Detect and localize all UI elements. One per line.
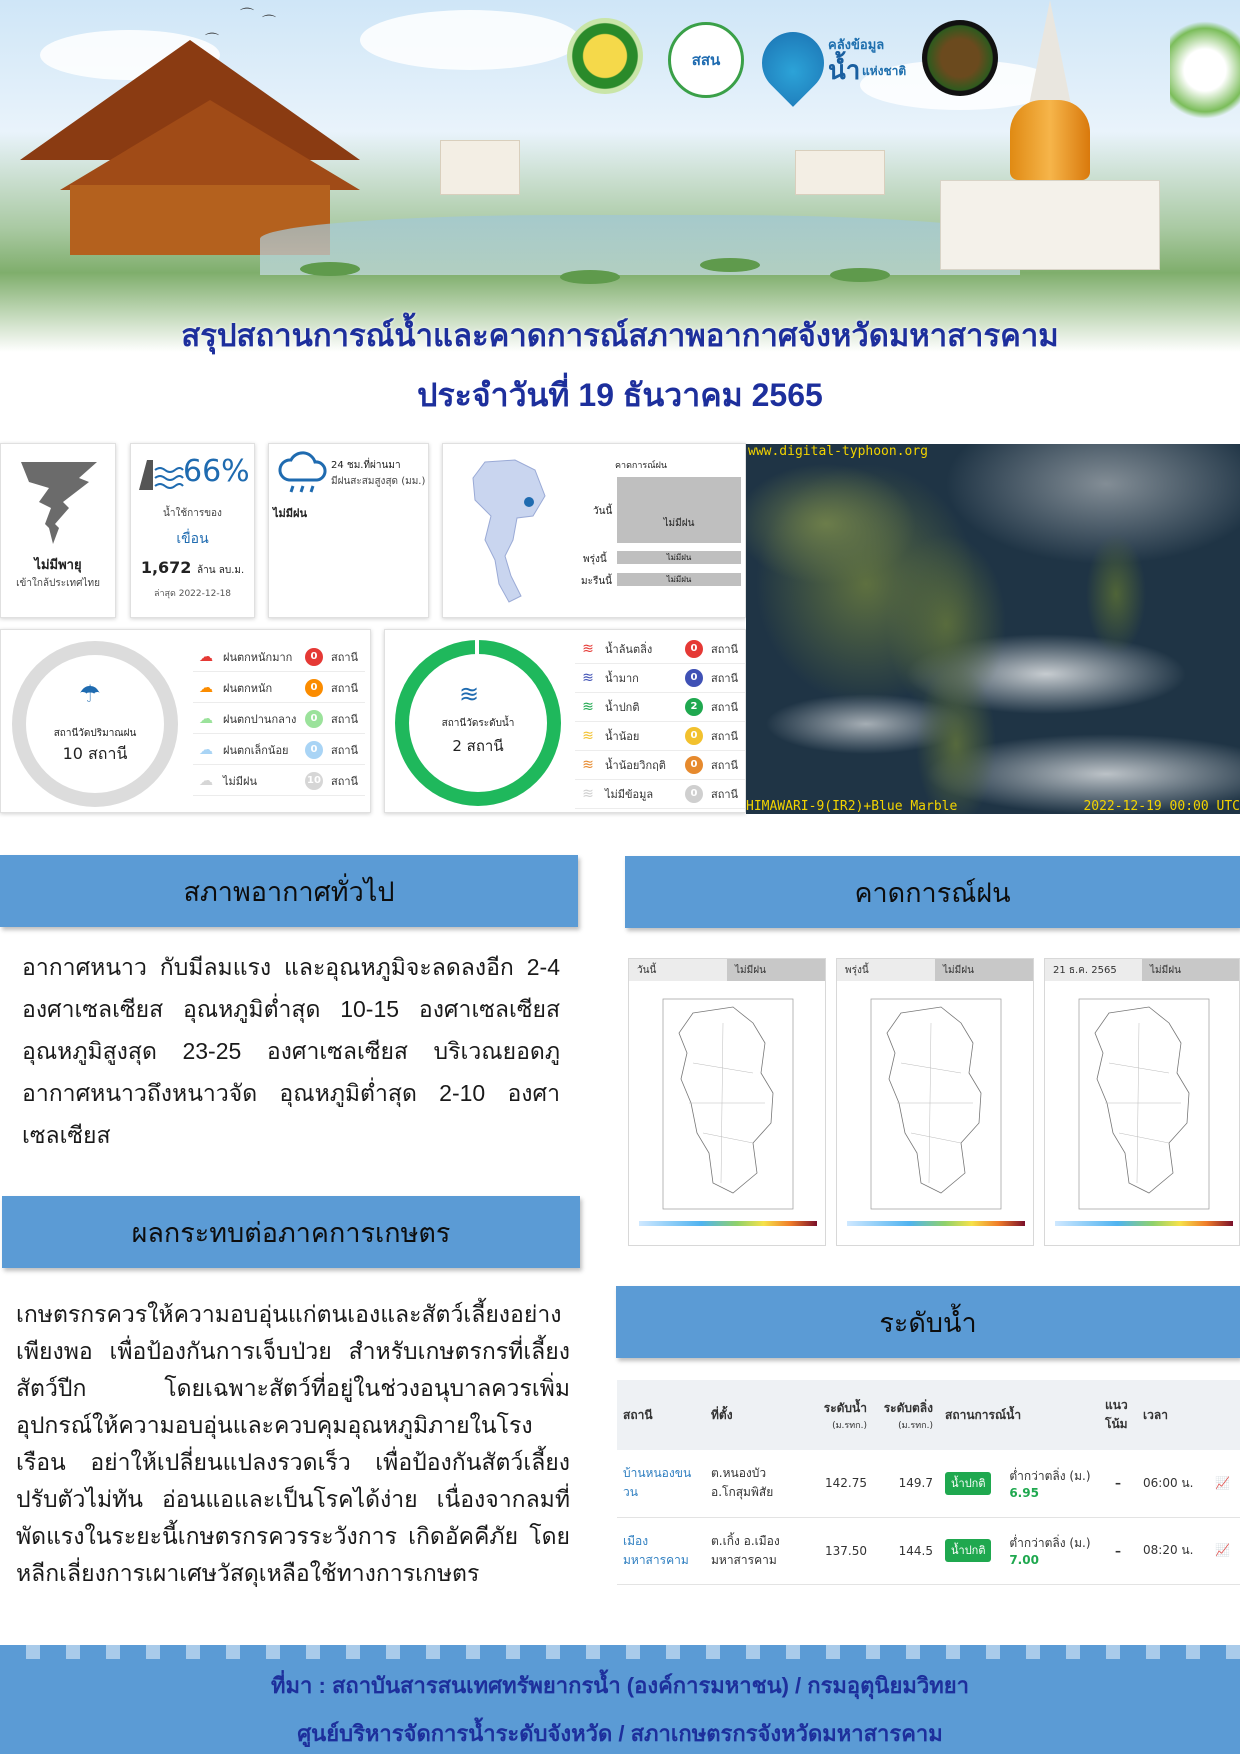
col-trend: แนวโน้ม [1099,1380,1137,1450]
diff-label: ต่ำกว่าตลิ่ง (ม.) [1009,1468,1091,1483]
legend-icon: ≋ [582,698,594,715]
thailand-map-icon [465,456,555,606]
legend-count: 2 [685,698,703,716]
legend-item [193,642,365,672]
forecast-value-today: ไม่มีฝน [617,477,741,543]
rain-24h-sub: มีฝนสะสมสูงสุด (มม.) [331,476,426,487]
chart-icon[interactable]: 📈 [1215,1475,1231,1490]
legend-item [193,704,365,734]
trend-value: – [1099,1517,1137,1584]
water-level-heading: ระดับน้ำ [616,1286,1240,1358]
temple-roof-lower [60,100,360,190]
forecast-panel-day: พรุ่งนี้ [837,959,935,981]
legend-label: น้ำน้อย [605,729,640,743]
forecast-map [633,983,823,1243]
time-value: 06:00 น. [1143,1475,1194,1490]
shrine-right [795,150,885,195]
rain-forecast-heading: คาดการณ์ฝน [625,856,1240,928]
forecast-panel-value: ไม่มีฝน [727,959,825,981]
col-status: สถานการณ์น้ำ [939,1380,1099,1450]
forecast-map-card [442,443,746,618]
satellite-source: www.digital-typhoon.org [748,444,929,459]
status-badge: น้ำปกติ [945,1472,991,1495]
forecast-day-today: วันนี้ [593,506,613,517]
water-level-icon: ≋ [459,680,480,708]
legend-unit: สถานี [711,729,739,743]
legend-label: ฝนตกหนัก [223,681,273,695]
lake [260,215,1020,275]
forecast-map [841,983,1031,1243]
col-time: เวลา [1137,1380,1240,1450]
bird-icon: ⌒ [205,33,219,49]
shrine-left [440,140,520,195]
flower-decoration [1170,10,1240,130]
water-logo-text-sub: แห่งชาติ [862,64,907,78]
legend-count: 0 [305,679,323,697]
water-logo-text-top: คลังข้อมูล [828,38,885,53]
trend-value: – [1099,1450,1137,1517]
status-badge: น้ำปกติ [945,1539,991,1562]
general-weather-heading: สภาพอากาศทั่วไป [0,855,578,927]
stupa-spire [1028,0,1072,110]
diff-label: ต่ำกว่าตลิ่ง (ม.) [1009,1536,1091,1550]
col-level: ระดับน้ำ (ม.รทก.) [805,1380,873,1450]
table-row [617,1517,1240,1584]
water-level-value: 142.75 [805,1450,873,1517]
rain-stations-count: 10 สถานี [62,744,128,763]
legend-unit: สถานี [711,700,739,714]
legend-item [193,673,365,703]
diff-value: 6.95 [1009,1485,1039,1500]
bird-icon: ⌒ [175,53,189,69]
bank-level-value: 144.5 [873,1517,939,1584]
legend-icon: ☁ [199,772,213,789]
legend-label: น้ำล้นตลิ่ง [605,642,653,656]
rain-stations-donut [9,638,181,810]
legend-count: 0 [685,785,703,803]
table-row [617,1450,1240,1517]
legend-unit: สถานี [711,787,739,801]
forecast-panel [836,958,1034,1246]
forecast-value-tomorrow: ไม่มีฝน [617,551,741,564]
legend-count: 10 [305,772,323,790]
legend-icon: ☁ [199,710,213,727]
bird-icon: ⌒ [240,8,254,24]
diff-value: 7.00 [1009,1553,1039,1567]
legend-unit: สถานี [711,642,739,656]
legend-label: ฝนตกปานกลาง [223,712,297,726]
water-stations-card [384,629,746,813]
station-link[interactable]: บ้านหนองขนวน [623,1466,692,1500]
forecast-map [1049,983,1239,1243]
forecast-title: คาดการณ์ฝน [615,461,668,471]
legend-icon: ≋ [582,785,594,802]
bird-icon: ⌒ [262,15,276,31]
forecast-panel-day: 21 ธ.ค. 2565 [1045,959,1142,981]
dam-volume-unit: ล้าน ลบ.ม. [197,565,245,576]
legend-label: น้ำน้อยวิกฤติ [605,758,666,772]
legend-item [575,750,745,780]
col-bank: ระดับตลิ่ง (ม.รทก.) [873,1380,939,1450]
legend-item [575,634,745,664]
storm-status: ไม่มีพายุ [34,558,82,573]
page-title: สรุปสถานการณ์น้ำและคาดการณ์สภาพอากาศจังหวัดมหาสารคาม [181,318,1059,353]
water-level-value: 137.50 [805,1517,873,1584]
legend-icon: ☁ [199,648,213,665]
storm-sub: เข้าใกล้ประเทศไทย [16,578,100,589]
legend-unit: สถานี [331,712,359,726]
legend-count: 0 [305,741,323,759]
legend-unit: สถานี [331,743,359,757]
chart-icon[interactable]: 📈 [1215,1543,1231,1557]
legend-count: 0 [685,669,703,687]
dam-wave-icon [137,456,185,492]
satellite-image [746,444,1240,814]
legend-label: ไม่มีข้อมูล [605,787,654,801]
tornado-icon [19,458,99,548]
forecast-day-after: มะรืนนี้ [581,576,613,587]
forecast-value-after: ไม่มีฝน [617,573,741,586]
rain-stations-card [0,629,371,813]
water-stations-label: สถานีวัดระดับน้ำ [441,718,515,729]
forecast-panel [628,958,826,1246]
legend-count: 0 [305,648,323,666]
tree-logo [922,20,998,96]
station-location: ต.หนองบัว อ.โกสุมพิสัย [705,1450,805,1517]
legend-label: น้ำมาก [605,671,639,685]
forecast-panel-value: ไม่มีฝน [1142,959,1239,981]
water-data-logo [762,22,912,102]
dam-percent: 66% [183,454,250,489]
storm-card [0,443,116,618]
legend-item [575,779,745,809]
legend-unit: สถานี [331,681,359,695]
legend-unit: สถานี [711,758,739,772]
hii-logo-text: สสน [691,51,721,69]
ministry-seal-logo [567,18,643,94]
rain-24h-label: 24 ชม.ที่ผ่านมา [331,460,401,471]
forecast-panel-value: ไม่มีฝน [935,959,1033,981]
forecast-panel [1044,958,1240,1246]
legend-unit: สถานี [331,650,359,664]
satellite-timestamp: 2022-12-19 00:00 UTC [1083,799,1240,814]
stupa [1010,100,1090,180]
time-value: 08:20 น. [1143,1543,1194,1557]
legend-item [193,735,365,765]
legend-item [575,663,745,693]
page-date: ประจำวันที่ 19 ธันวาคม 2565 [417,377,823,413]
forecast-day-tomorrow: พรุ่งนี้ [583,554,607,565]
footer-source-line: ที่มา : สถาบันสารสนเทศทรัพยากรน้ำ (องค์การมหาชน) / กรมอุตุนิยมวิทยา [271,1673,969,1698]
legend-icon: ≋ [582,727,594,744]
stupa-base [940,180,1160,270]
forecast-panel-day: วันนี้ [629,959,727,981]
agriculture-heading: ผลกระทบต่อภาคการเกษตร [2,1196,580,1268]
legend-icon: ☁ [199,679,213,696]
water-level-table [617,1380,1240,1585]
water-stations-count: 2 สถานี [452,737,504,755]
legend-item [193,766,365,796]
legend-label: ไม่มีฝน [223,774,257,788]
legend-item [575,692,745,722]
station-location: ต.เกิ้ง อ.เมือง มหาสารคาม [705,1517,805,1584]
legend-label: น้ำปกติ [605,700,640,714]
water-drop-icon [749,19,837,107]
table-header-row [617,1380,1240,1450]
footer-dash-border [0,1645,1240,1659]
dam-label: น้ำใช้การของ [163,508,222,519]
legend-label: ฝนตกหนักมาก [223,650,293,664]
rain-stations-legend [193,638,365,808]
rain-24h-card [268,443,429,618]
cloud-rain-icon [277,450,329,498]
legend-icon: ≋ [582,640,594,657]
hii-logo [668,22,744,98]
col-location: ที่ตั้ง [705,1380,805,1450]
rain-stations-label: สถานีวัดปริมาณฝน [53,728,137,739]
legend-item [575,721,745,751]
umbrella-24-icon: ☂ [79,680,101,708]
legend-label: ฝนตกเล็กน้อย [223,743,289,757]
water-logo-text-main: น้ำ [828,56,861,86]
legend-count: 0 [305,710,323,728]
legend-unit: สถานี [331,774,359,788]
satellite-caption: HIMAWARI-9(IR2)+Blue Marble [746,799,958,814]
legend-icon: ≋ [582,756,594,773]
legend-icon: ☁ [199,741,213,758]
col-station: สถานี [617,1380,705,1450]
agriculture-text: เกษตรกรควรให้ความอบอุ่นแก่ตนเองและสัตว์เลี้ยงอย่างเพียงพอ เพื่อป้องกันการเจ็บป่วย สำหรับเกษตรกรที่เลี้ยงสัตว์ปีก โดยเฉพาะสัตว์ที่อยู่ในช่วงอนุบาลควรเพิ่มอุปกรณ์ให้ความอบอุ่นและควบคุมอุณหภูมิภายในโรงเรือน อย่าให้เปลี่ยนแปลงรวดเร็ว เพื่อป้องกันสัตว์เลี้ยงปรับตัวไม่ทัน อ่อนแอและเป็นโรคได้ง่าย เนื่องจากลมที่พัดแรงในระยะนี้เกษตรกรควรระวังการ เกิดอัคคีภัย โดยหลีกเลี่ยงการเผาเศษวัสดุเหลือใช้ทางการเกษตร [16,1301,570,1586]
dam-card [130,443,255,618]
bank-level-value: 149.7 [873,1450,939,1517]
general-weather-text: อากาศหนาว กับมีลมแรง และอุณหภูมิจะลดลงอีก 2-4 องศาเซลเซียส อุณหภูมิต่ำสุด 10-15 องศาเซลเซียส อุณหภูมิสูงสุด 23-25 องศาเซลเซียส บริเวณยอดภู อากาศหนาวถึงหนาวจัด อุณหภูมิต่ำสุด 2-10 องศาเซลเซียส [22,954,560,1148]
rain-24h-value: ไม่มีฝน [273,507,307,520]
legend-count: 0 [685,756,703,774]
dam-updated: ล่าสุด 2022-12-18 [153,589,232,599]
legend-icon: ≋ [582,669,594,686]
water-stations-legend [575,630,745,814]
dam-volume: 1,672 [140,558,192,577]
station-link[interactable]: เมืองมหาสารคาม [623,1533,689,1567]
legend-unit: สถานี [711,671,739,685]
footer-agency-line: ศูนย์บริหารจัดการน้ำระดับจังหวัด / สภาเกษตรกรจังหวัดมหาสารคาม [297,1721,943,1746]
legend-count: 0 [685,727,703,745]
header-banner [0,0,1240,440]
legend-count: 0 [685,640,703,658]
dam-label-link[interactable]: เขื่อน [176,531,209,547]
